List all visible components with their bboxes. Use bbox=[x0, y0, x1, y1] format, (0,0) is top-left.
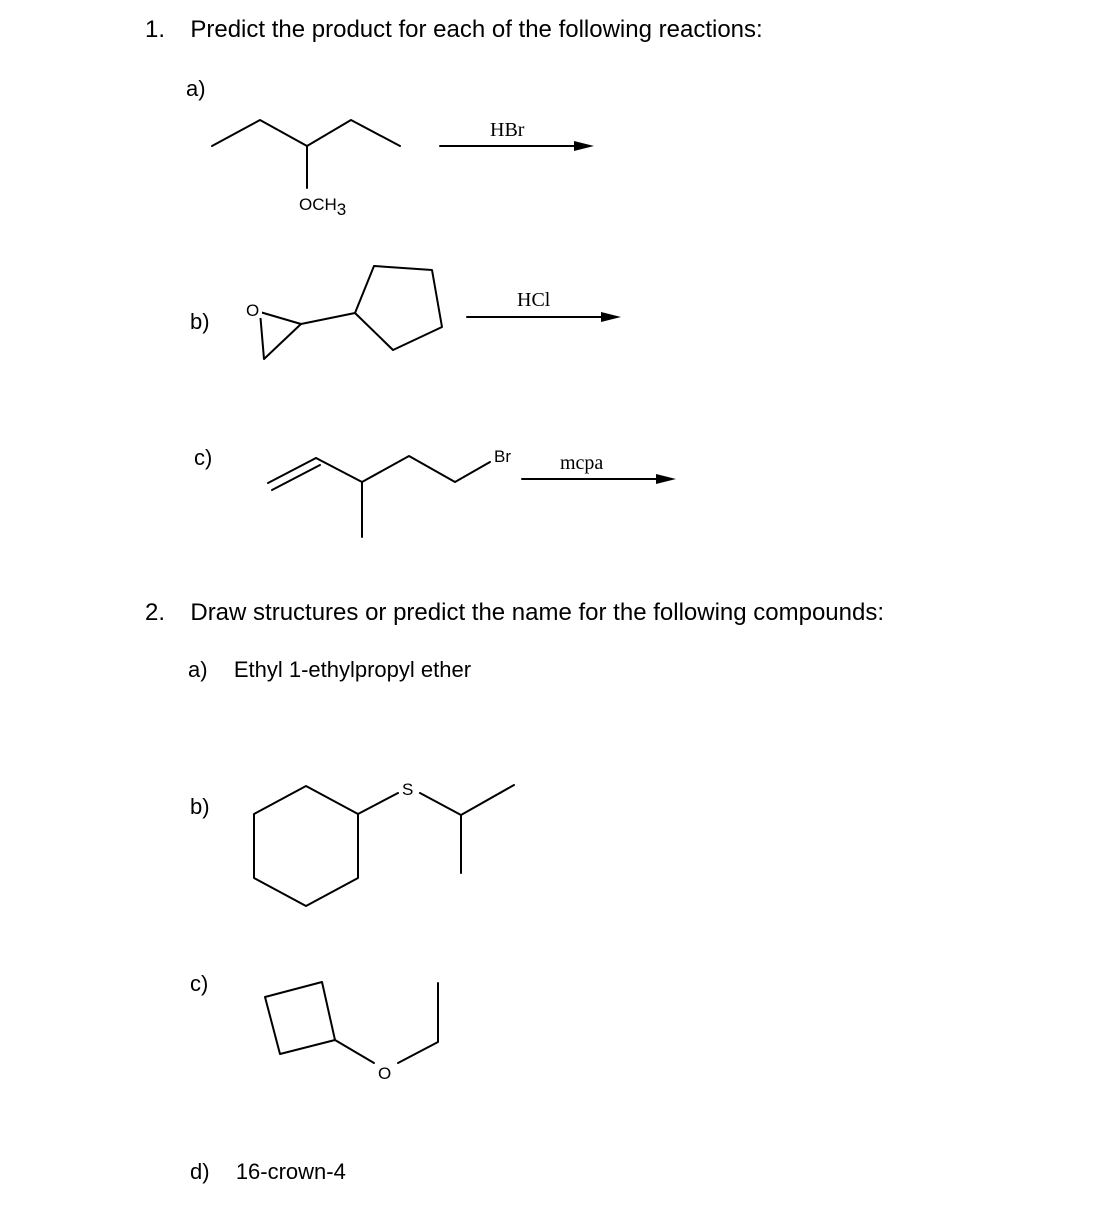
q1b-cyclopentane-ring bbox=[355, 266, 442, 350]
q1a-reaction-arrow bbox=[440, 119, 594, 151]
q1b-molecule bbox=[244, 266, 442, 359]
q1b-reaction-arrow bbox=[467, 289, 621, 322]
q2b-cyclohexane-ring bbox=[254, 786, 358, 906]
q2-part-c-label: c) bbox=[190, 971, 209, 996]
q1c-bromine-label: Br bbox=[494, 447, 511, 466]
q2b-sulfur-label: S bbox=[402, 780, 414, 799]
question-2-text: Draw structures or predict the name for the following compounds: bbox=[190, 599, 885, 626]
q2c-ethyl-chain bbox=[398, 983, 438, 1063]
q1c-carbon-chain bbox=[316, 456, 490, 482]
q1b-connecting-bond bbox=[301, 313, 355, 324]
q2b-ring-sulfur-bond bbox=[358, 793, 398, 814]
q2c-molecule bbox=[265, 982, 438, 1083]
q2c-cyclobutane-ring bbox=[265, 982, 335, 1054]
q2b-molecule bbox=[254, 780, 514, 906]
q1a-molecule bbox=[212, 120, 400, 219]
q2c-oxygen-label: O bbox=[378, 1064, 392, 1083]
q1b-oxygen-label: O bbox=[246, 301, 260, 320]
q1-part-b-label: b) bbox=[190, 309, 210, 334]
q1c-molecule bbox=[268, 447, 511, 537]
q1b-reagent: HCl bbox=[517, 289, 551, 311]
question-1-text: Predict the product for each of the following reactions: bbox=[190, 16, 763, 43]
q2b-isopropyl-chain bbox=[420, 785, 514, 815]
q2-part-d-label: d) bbox=[190, 1159, 210, 1184]
q1c-reagent: mcpa bbox=[560, 452, 604, 474]
q2-part-a-text: Ethyl 1-ethylpropyl ether bbox=[233, 657, 472, 682]
question-1-number: 1. bbox=[145, 16, 166, 43]
q2-part-b-label: b) bbox=[190, 794, 210, 819]
q2c-ring-oxygen-bond bbox=[335, 1040, 374, 1063]
q1b-epoxide-ring bbox=[260, 312, 301, 359]
q1c-reaction-arrow bbox=[522, 452, 676, 484]
q2-part-a-label: a) bbox=[188, 657, 208, 682]
q2-part-d-text: 16-crown-4 bbox=[235, 1159, 346, 1184]
q1-part-c-label: c) bbox=[194, 445, 213, 470]
question-2-number: 2. bbox=[145, 599, 166, 626]
q1a-reagent: HBr bbox=[490, 119, 525, 141]
q1-part-a-label: a) bbox=[186, 76, 206, 101]
q1a-carbon-chain bbox=[212, 120, 400, 146]
q1a-methoxy-label: OCH3 bbox=[299, 195, 347, 219]
